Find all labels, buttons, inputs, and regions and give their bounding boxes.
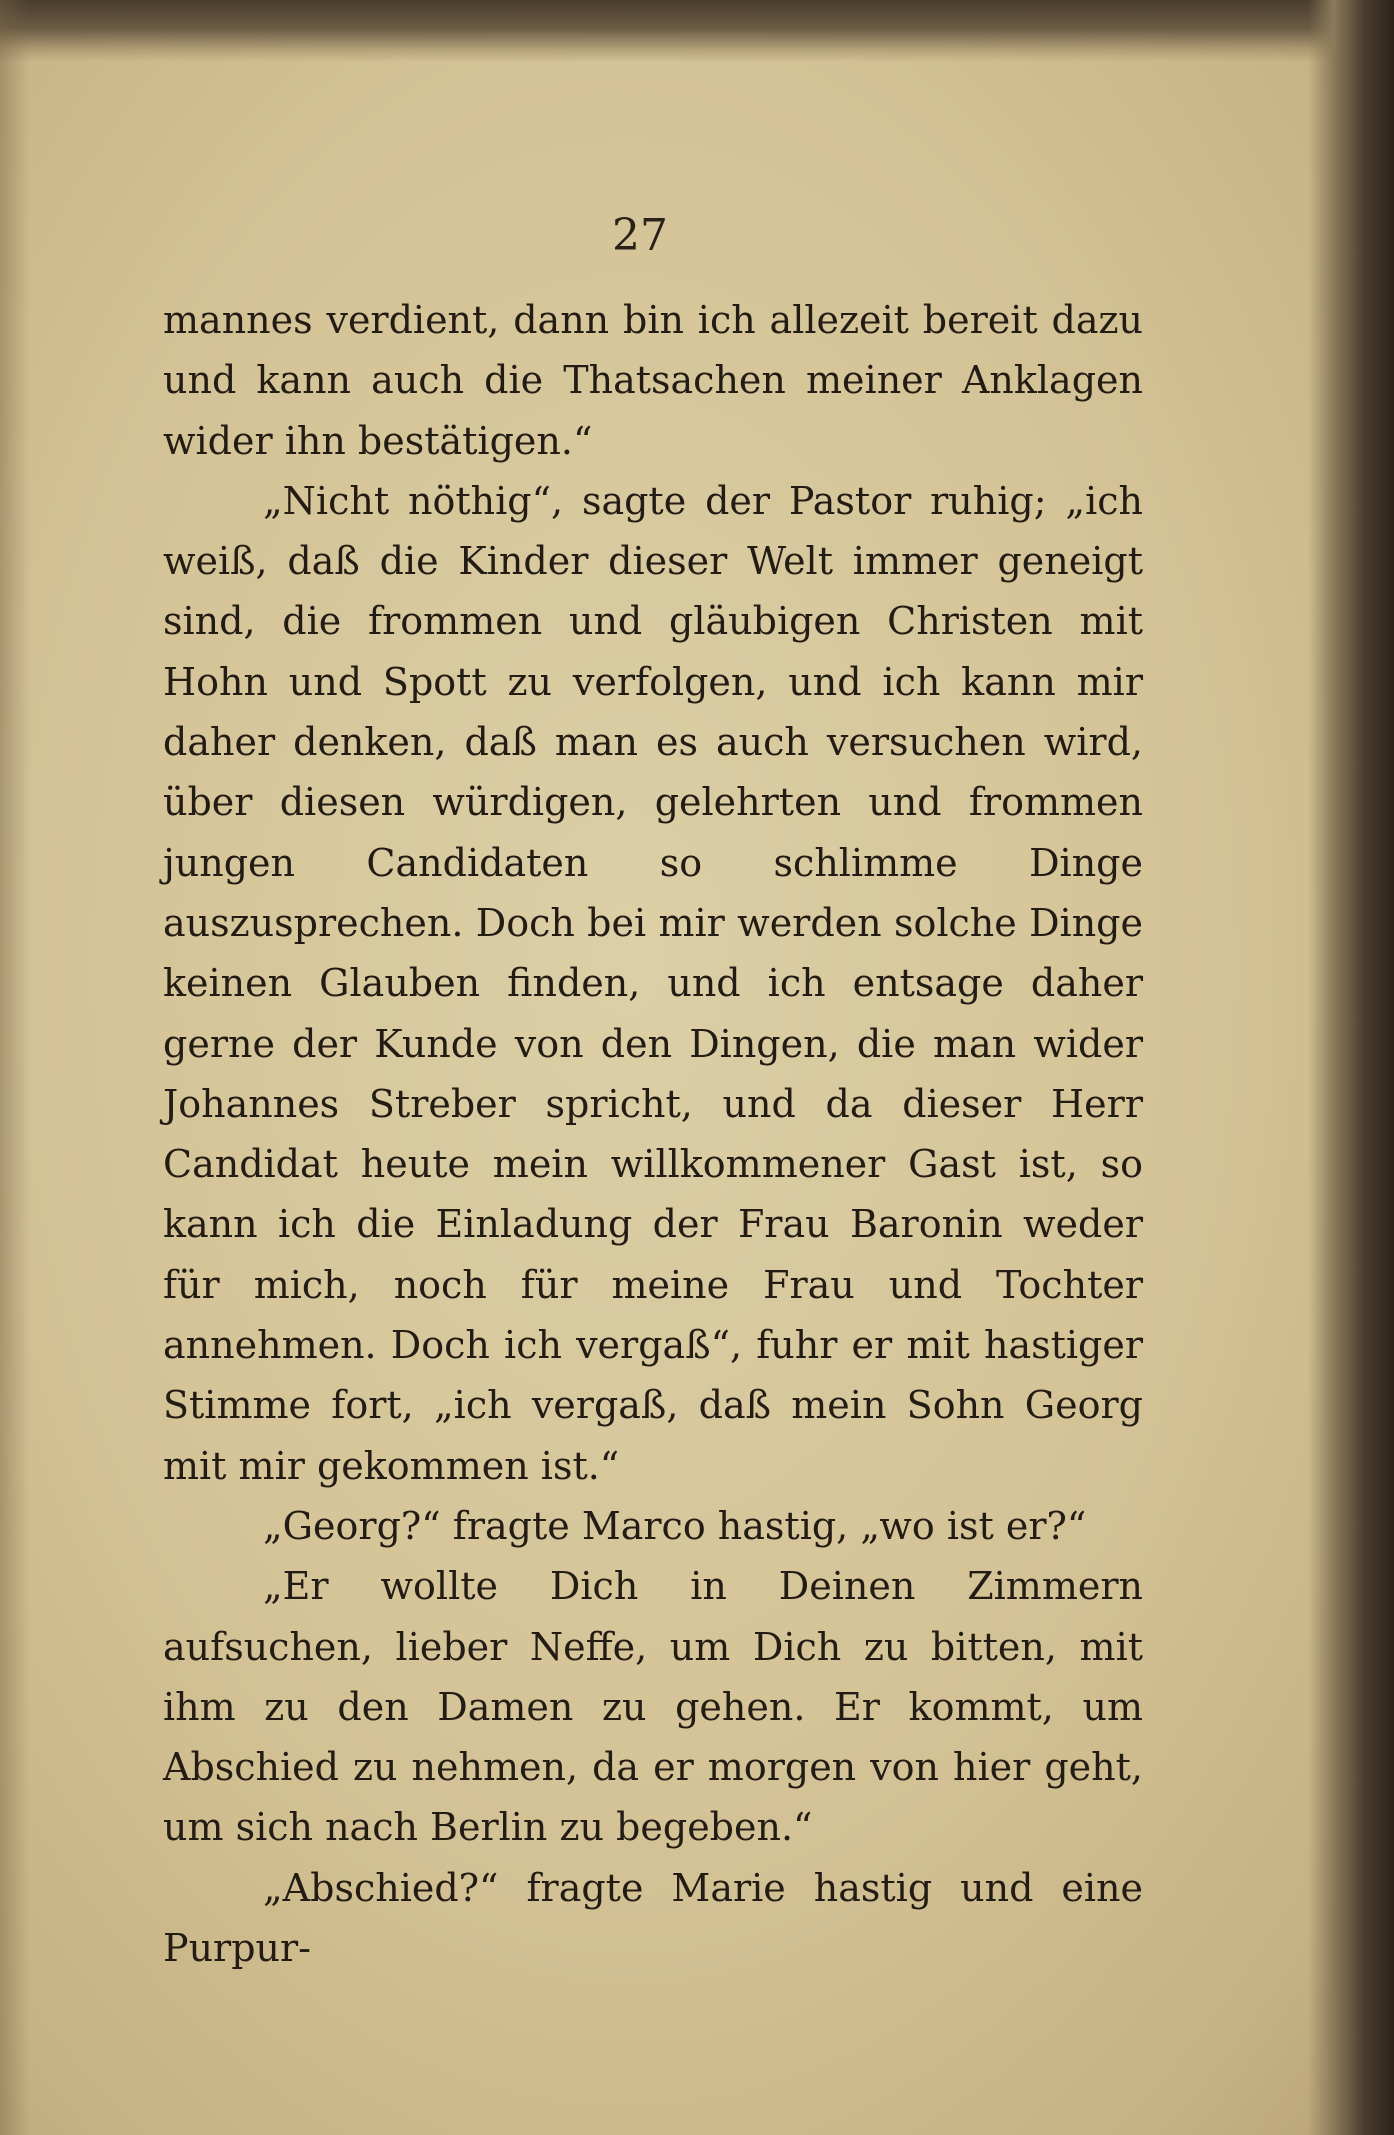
page-number: 27 — [612, 210, 668, 261]
paragraph-2: „Nicht nöthig“, sagte der Pastor ruhig; „ich weiß, daß die Kinder dieser Welt immer geneigt sind, die frommen und gläubigen Christen mit Hohn und Spott zu verfolgen, und ich kann mir daher denken, daß man es auch versuchen wird, über diesen würdigen, gelehrten und frommen jungen Candidaten so schlimme Dinge auszusprechen. Doch bei mir werden solche Dinge keinen Glauben finden, und ich entsage daher gerne der Kunde von den Dingen, die man wider Johannes Streber spricht, und da dieser Herr Candidat heute mein willkommener Gast ist, so kann ich die Einladung der Frau Baronin weder für mich, noch für meine Frau und Tochter annehmen. Doch ich vergaß“, fuhr er mit hastiger Stimme fort, „ich vergaß, daß mein Sohn Georg mit mir gekommen ist.“ — [163, 478, 1143, 1488]
paragraph-3: „Georg?“ fragte Marco hastig, „wo ist er?“ — [263, 1503, 1087, 1548]
body-text — [163, 290, 1143, 1978]
page-top-edge — [0, 0, 1394, 62]
paragraph-4: „Er wollte Dich in Deinen Zimmern aufsuchen, lieber Neffe, um Dich zu bitten, mit ihm zu den Damen zu gehen. Er kommt, um Abschied zu nehmen, da er morgen von hier geht, um sich nach Berlin zu begeben.“ — [163, 1564, 1143, 1850]
paragraph-5: „Abschied?“ fragte Marie hastig und eine Purpur- — [163, 1865, 1143, 1971]
book-spine-edge — [1308, 0, 1394, 2135]
paragraph-1: mannes verdient, dann bin ich allezeit bereit dazu und kann auch die Thatsachen meiner Anklagen wider ihn bestätigen.“ — [163, 298, 1143, 463]
page-left-shade — [0, 0, 30, 2135]
